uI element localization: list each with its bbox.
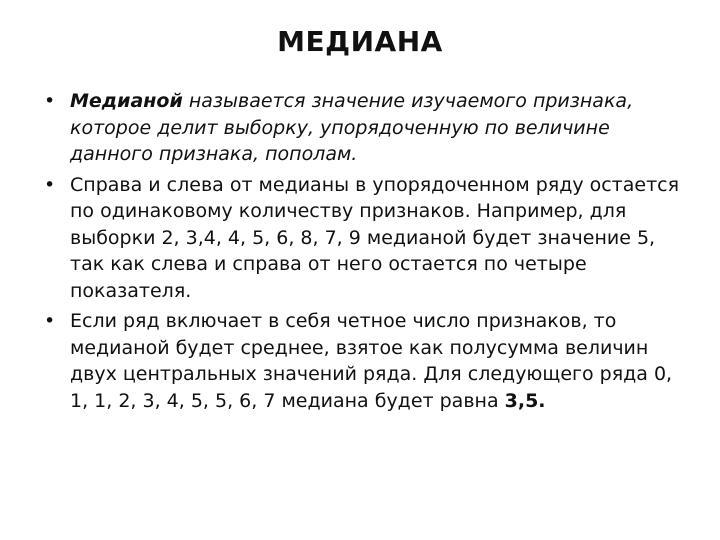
median-answer: 3,5. — [504, 389, 546, 412]
bullet-even-example — [44, 308, 694, 414]
slide-title: МЕДИАНА — [277, 25, 443, 58]
bullet-odd-example — [44, 172, 694, 305]
bullet-marker: • — [44, 310, 56, 332]
bullet-marker: • — [44, 90, 56, 112]
bullet-marker: • — [44, 173, 56, 196]
odd-example-text: Справа и слева от медианы в упорядоченном ряду остается по одинаковому количеству признаков. Например, для выборки 2, 3,4, 4, 5, 6, 8, 7, 9 медианой будет значение 5, так как слева и справа от него остается по четыре показателя. — [70, 173, 680, 302]
definition-text: называется значение изучаемого признака, которое делит выборку, упорядоченную по величине данного признака, пополам. — [70, 90, 634, 165]
even-example-text: Если ряд включает в себя четное число признаков, то медианой будет среднее, взятое как полусумма величин двух центральных значений ряда. Для следующего ряда 0, 1, 1, 2, 3, 4, 5, 5, 6, 7 медиана будет равна — [70, 310, 673, 412]
bullet-list — [44, 88, 694, 418]
bullet-definition — [44, 88, 694, 168]
term-median: Медианой — [70, 90, 183, 112]
